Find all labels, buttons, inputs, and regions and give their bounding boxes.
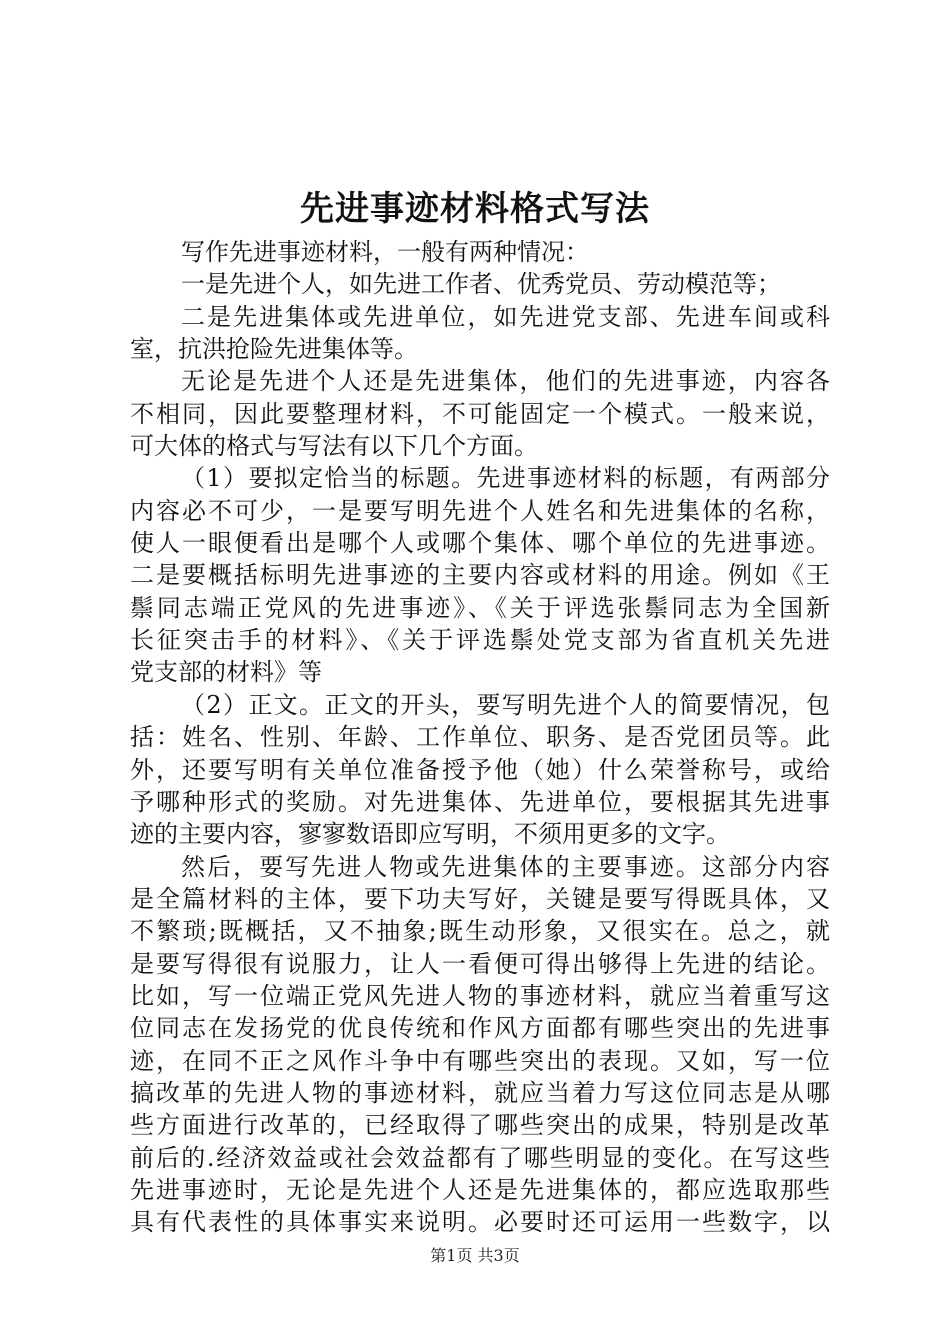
text-line: 可大体的格式与写法有以下几个方面。 (130, 432, 538, 461)
text-line: 具有代表性的具体事实来说明。必要时还可运用一些数字，以 (130, 1208, 830, 1237)
text-line: 不繁琐;既概括，又不抽象;既生动形象，又很实在。总之，就 (130, 917, 830, 946)
text-line: 不相同，因此要整理材料，不可能固定一个模式。一般来说， (130, 399, 830, 428)
text-line: 先进事迹时，无论是先进个人还是先进集体的，都应选取那些 (130, 1175, 830, 1204)
text-line: 前后的.经济效益或社会效益都有了哪些明显的变化。在写这些 (130, 1143, 830, 1172)
text-line: 二是先进集体或先进单位，如先进党支部、先进车间或科 (181, 302, 830, 331)
text-line: 是要写得很有说服力，让人一看便可得出够得上先进的结论。 (130, 949, 830, 978)
text-line: 迹的主要内容，寥寥数语即应写明，不须用更多的文字。 (130, 820, 730, 849)
text-line: 括：姓名、性别、年龄、工作单位、职务、是否党团员等。此 (130, 723, 830, 752)
text-line: 鬃同志端正党风的先进事迹》、《关于评选张鬃同志为全国新 (130, 593, 830, 622)
text-line: （2）正文。正文的开头，要写明先进个人的简要情况，包 (181, 690, 830, 719)
text-line: 予哪种形式的奖励。对先进集体、先进单位，要根据其先进事 (130, 787, 830, 816)
text-line: 党支部的材料》等 (130, 658, 322, 687)
text-line: 迹，在同不正之风作斗争中有哪些突出的表现。又如，写一位 (130, 1046, 830, 1075)
text-line: 一是先进个人，如先进工作者、优秀党员、劳动模范等； (181, 270, 781, 299)
text-line: 使人一眼便看出是哪个人或哪个集体、哪个单位的先进事迹。 (130, 529, 830, 558)
text-line: 些方面进行改革的，已经取得了哪些突出的成果，特别是改革 (130, 1111, 830, 1140)
text-line: 内容必不可少，一是要写明先进个人姓名和先进集体的名称， (130, 496, 830, 525)
text-line: 二是要概括标明先进事迹的主要内容或材料的用途。例如《王 (130, 561, 830, 590)
text-line: 长征突击手的材料》、《关于评选鬃处党支部为省直机关先进 (130, 626, 830, 655)
text-line: 室，抗洪抢险先进集体等。 (130, 335, 418, 364)
text-line: 搞改革的先进人物的事迹材料，就应当着力写这位同志是从哪 (130, 1078, 830, 1107)
text-line: 无论是先进个人还是先进集体，他们的先进事迹，内容各 (181, 367, 830, 396)
text-line: 比如，写一位端正党风先进人物的事迹材料，就应当着重写这 (130, 981, 830, 1010)
text-line: 外，还要写明有关单位准备授予他（她）什么荣誉称号，或给 (130, 755, 830, 784)
text-line: 然后，要写先进人物或先进集体的主要事迹。这部分内容 (181, 852, 830, 881)
page-footer: 第1页 共3页 (430, 1246, 520, 1265)
text-line: （1）要拟定恰当的标题。先进事迹材料的标题，有两部分 (181, 464, 830, 493)
document-title: 先进事迹材料格式写法 (300, 189, 650, 229)
document-body (130, 236, 830, 1239)
text-line: 写作先进事迹材料，一般有两种情况： (181, 238, 589, 266)
text-line: 是全篇材料的主体，要下功夫写好，关键是要写得既具体，又 (130, 884, 830, 913)
text-line: 位同志在发扬党的优良传统和作风方面都有哪些突出的先进事 (130, 1014, 830, 1043)
